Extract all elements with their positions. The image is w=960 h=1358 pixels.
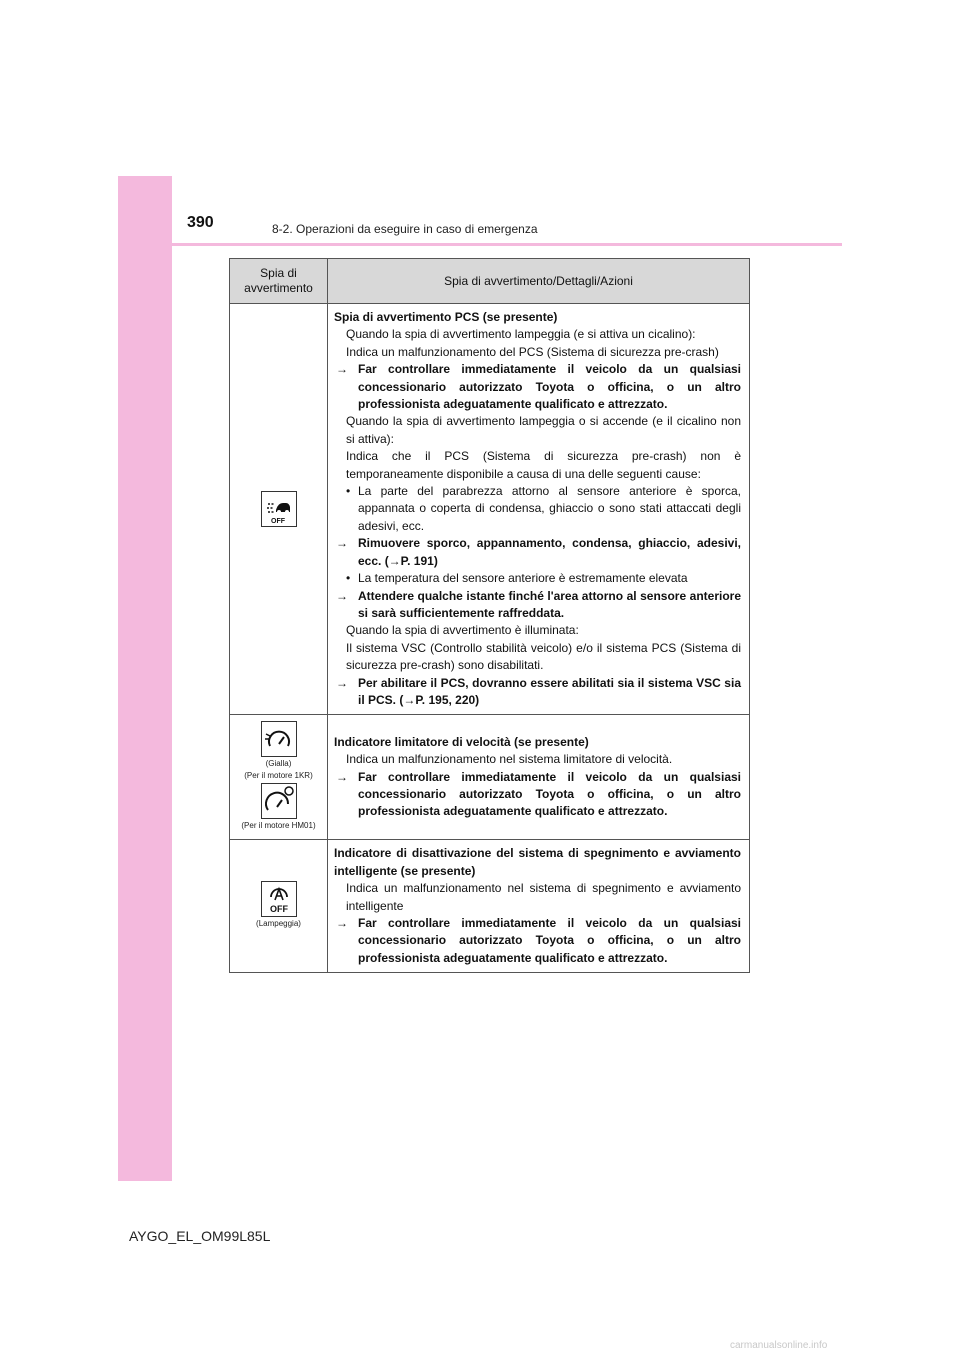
row-description <box>328 840 750 973</box>
header-rule <box>118 243 842 246</box>
text-para: Quando la spia di avvertimento lampeggia (e si attiva un cicalino): <box>346 327 696 342</box>
svg-text:OFF: OFF <box>270 518 285 526</box>
action-item: → Per abilitare il PCS, dovranno essere abilitati sia il sistema VSC sia il PCS. (→P. 195, 220) <box>334 675 741 710</box>
svg-text:OFF: OFF <box>269 904 288 915</box>
text-para: Indica un malfunzionamento nel sistema limitatore di velocità. <box>346 752 673 767</box>
table-header-row <box>230 259 750 304</box>
icon-caption: (Lampeggia) <box>256 919 301 929</box>
icon-cell <box>230 304 328 715</box>
bullet-item: • La parte del parabrezza attorno al sensore anteriore è sporca, appannata o coperta di condensa, ghiaccio o sono stati attaccati degli adesivi, ecc. <box>334 483 741 535</box>
speed-limiter-icon <box>261 721 297 757</box>
action-item: → Rimuovere sporco, appannamento, condensa, ghiaccio, adesivi, ecc. (→P. 191) <box>334 535 741 570</box>
warning-table <box>229 258 750 973</box>
text-para: Quando la spia di avvertimento è illuminata: <box>346 623 579 638</box>
watermark-link[interactable]: carmanualsonline.info <box>730 1340 828 1351</box>
row-title: Spia di avvertimento PCS (se presente) <box>334 310 558 324</box>
action-item: → Far controllare immediatamente il veicolo da un qualsiasi concessionario autorizzato Toyota o officina, o un altro professionista adeguatamente qualificato e attrezzato. <box>334 361 741 413</box>
row-title: Indicatore limitatore di velocità (se presente) <box>334 734 589 749</box>
action-item: → Far controllare immediatamente il veicolo da un qualsiasi concessionario autorizzato Toyota o officina, o un altro professionista adeguatamente qualificato e attrezzato. <box>334 915 741 967</box>
page-number: 390 <box>187 214 214 231</box>
text-para: Indica un malfunzionamento del PCS (Sistema di sicurezza pre-crash) <box>346 344 719 359</box>
text-para: Il sistema VSC (Controllo stabilità veicolo) e/o il sistema PCS (Sistema di sicurezza pre-crash) sono disabilitati. <box>346 640 741 673</box>
icon-cell <box>230 715 328 840</box>
icon-cell <box>230 840 328 973</box>
table-row <box>230 840 750 973</box>
footer-code: AYGO_EL_OM99L85L <box>129 1228 271 1244</box>
table-row <box>230 304 750 715</box>
col2-header: Spia di avvertimento/Dettagli/Azioni <box>328 259 750 304</box>
sidebar-tab <box>118 176 172 1181</box>
icon-caption: (Gialla) <box>265 759 292 769</box>
table-row <box>230 715 750 840</box>
speed-limiter-hm01-icon <box>261 783 297 819</box>
text-para: Indica che il PCS (Sistema di sicurezza pre-crash) non è temporaneamente disponibile a causa di una delle seguenti cause: <box>346 449 741 481</box>
action-item: → Far controllare immediatamente il veicolo da un qualsiasi concessionario autorizzato Toyota o officina, o un altro professionista adeguatamente qualificato e attrezzato. <box>334 769 741 821</box>
icon-caption: (Per il motore HM01) <box>241 821 316 831</box>
row-description <box>328 715 750 840</box>
bullet-item: • La temperatura del sensore anteriore è estremamente elevata <box>334 570 741 587</box>
row-description <box>328 304 750 715</box>
icon-caption: (Per il motore 1KR) <box>244 771 313 781</box>
stop-start-off-icon <box>261 881 297 917</box>
text-para: Quando la spia di avvertimento lampeggia o si accende (e il cicalino non si attiva): <box>346 414 741 446</box>
pcs-warning-off-icon <box>261 491 297 527</box>
text-para: Indica un malfunzionamento nel sistema di spegnimento e avviamento intelligente <box>346 881 741 913</box>
col1-header: Spia di avvertimento <box>230 259 328 304</box>
action-item: → Attendere qualche istante finché l'area attorno al sensore anteriore si sarà sufficientemente raffreddata. <box>334 588 741 623</box>
row-title: Indicatore di disattivazione del sistema di spegnimento e avviamento intelligente (se presente) <box>334 846 741 878</box>
section-title: 8-2. Operazioni da eseguire in caso di emergenza <box>272 222 538 236</box>
